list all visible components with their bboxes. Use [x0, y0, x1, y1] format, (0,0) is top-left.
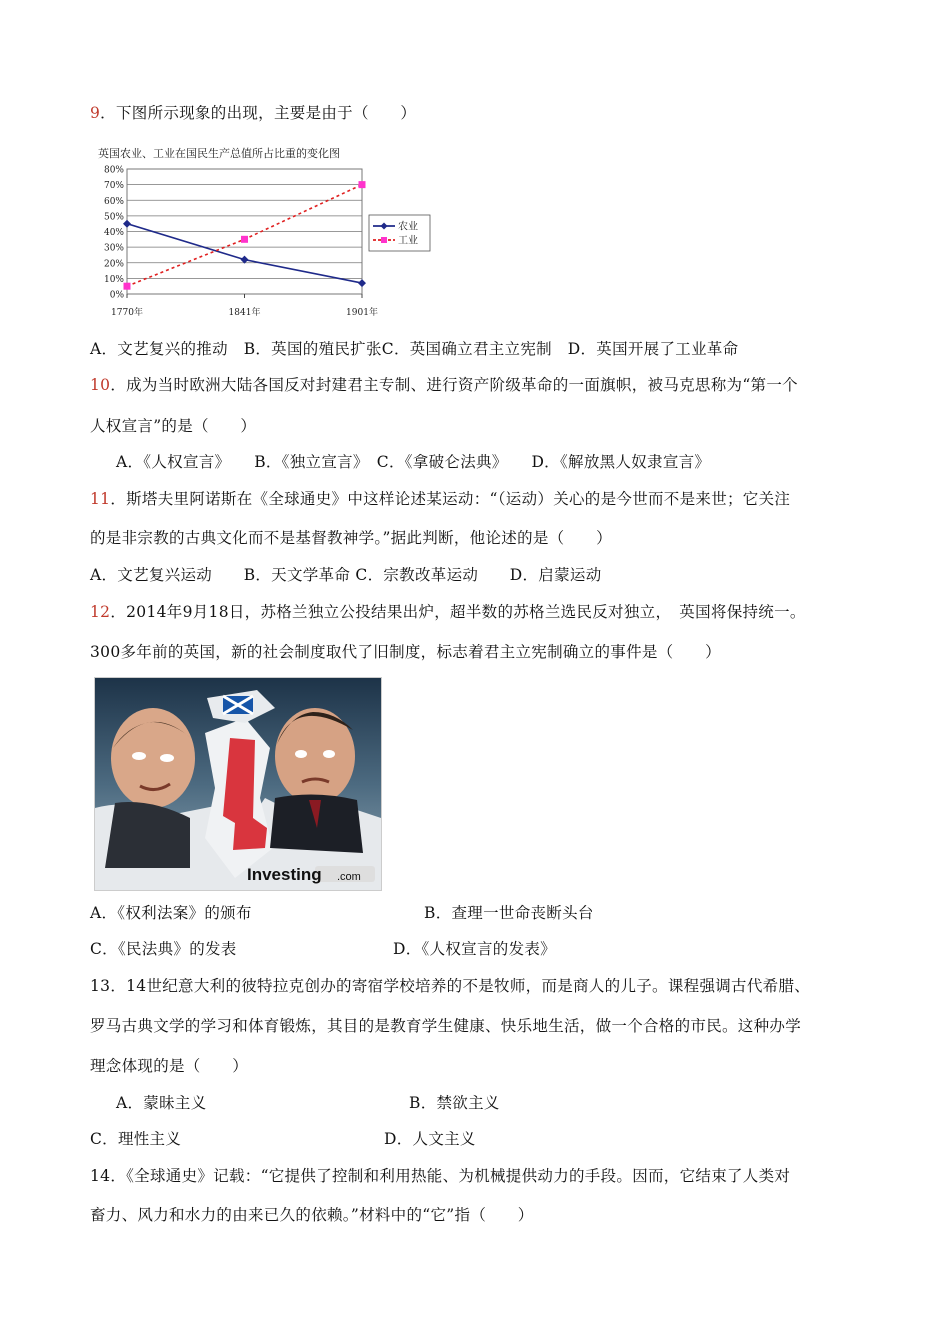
- q9-options: A．文艺复兴的推动 B．英国的殖民扩张C．英国确立君主立宪制 D．英国开展了工业革命: [90, 340, 739, 358]
- q12-option-b: B．查理一世命丧断头台: [424, 904, 594, 922]
- y-tick-label: 10%: [103, 274, 124, 285]
- x-tick-label: 1770年: [111, 308, 143, 318]
- q10-number: 10: [90, 376, 111, 394]
- y-tick-label: 80%: [103, 165, 124, 176]
- q10-stem-line2: 人权宣言”的是（ ）: [90, 417, 257, 435]
- q11-options: A．文艺复兴运动 B．天文学革命 C．宗教改革运动 D．启蒙运动: [90, 566, 602, 584]
- data-point: [359, 181, 366, 188]
- q13-option-d: D．人文主义: [384, 1130, 476, 1148]
- q12-stem-line1: 12．2014年9月18日，苏格兰独立公投结果出炉，超半数的苏格兰选民反对独立， 英国将保持统一。: [90, 603, 806, 621]
- q13-option-a: A．蒙昧主义: [116, 1094, 207, 1112]
- q12-option-c: C．《民法典》的发表: [90, 940, 237, 958]
- y-tick-label: 70%: [103, 181, 124, 192]
- legend-label: 工业: [398, 235, 418, 247]
- q13-stem-line1: 13．14世纪意大利的彼特拉克创办的寄宿学校培养的不是牧师，而是商人的儿子。课程强调古代希腊、: [90, 977, 811, 995]
- x-tick-label: 1901年: [346, 308, 378, 318]
- q13-option-b: B．禁欲主义: [409, 1094, 500, 1112]
- q14-stem-line1: 14．《全球通史》记载：“它提供了控制和利用热能、为机械提供动力的手段。因而，它结束了人类对: [90, 1167, 791, 1185]
- q9-number: 9: [90, 104, 101, 122]
- legend-label: 农业: [398, 221, 418, 233]
- q12-option-d: D．《人权宣言的发表》: [393, 940, 556, 958]
- q11-number: 11: [90, 490, 111, 508]
- legend-marker: [381, 237, 387, 243]
- x-tick-label: 1841年: [228, 308, 261, 318]
- q14-stem-line2: 畜力、风力和水力的由来已久的依赖。”材料中的“它”指（ ）: [90, 1206, 534, 1224]
- y-tick-label: 50%: [103, 212, 124, 223]
- q13-stem-line2: 罗马古典文学的学习和体育锻炼，其目的是教育学生健康、快乐地生活，做一个合格的市民。这种办学: [90, 1017, 802, 1035]
- y-tick-label: 20%: [103, 259, 124, 270]
- y-tick-label: 40%: [103, 228, 124, 238]
- q12-number: 12: [90, 603, 111, 621]
- q11-stem-line1: 11．斯塔夫里阿诺斯在《全球通史》中这样论述某运动：“（运动）关心的是今世而不是来世；它关注: [90, 490, 791, 508]
- q9-stem: 9．下图所示现象的出现，主要是由于（ ）: [90, 104, 417, 122]
- q10-stem-line1: 10．成为当时欧洲大陆各国反对封建君主专制、进行资产阶级革命的一面旗帜，被马克思称为“第一个: [90, 376, 798, 394]
- investing-watermark: Investing: [247, 865, 322, 884]
- y-tick-label: 60%: [103, 196, 124, 207]
- data-point: [241, 236, 248, 243]
- investing-watermark-suffix: .com: [337, 871, 361, 883]
- q11-stem-line2: 的是非宗教的古典文化而不是基督教神学。”据此判断，他论述的是（ ）: [90, 529, 612, 547]
- q12-option-a: A．《权利法案》的颁布: [90, 904, 252, 922]
- chart-title: 英国农业、工业在国民生产总值所占比重的变化图: [98, 147, 340, 160]
- q12-stem-line2: 300多年前的英国，新的社会制度取代了旧制度，标志着君主立宪制确立的事件是（ ）: [90, 643, 721, 661]
- q13-stem-line3: 理念体现的是（ ）: [90, 1057, 249, 1075]
- agri-industry-line-chart: [90, 142, 440, 322]
- q10-options: A．《人权宣言》 B．《独立宣言》 C．《拿破仑法典》 D．《解放黑人奴隶宣言》: [116, 453, 711, 471]
- y-tick-label: 30%: [103, 243, 124, 254]
- scotland-referendum-cartoon: [94, 677, 382, 891]
- y-tick-label: 0%: [109, 290, 124, 301]
- q13-option-c: C．理性主义: [90, 1130, 182, 1148]
- data-point: [124, 283, 131, 290]
